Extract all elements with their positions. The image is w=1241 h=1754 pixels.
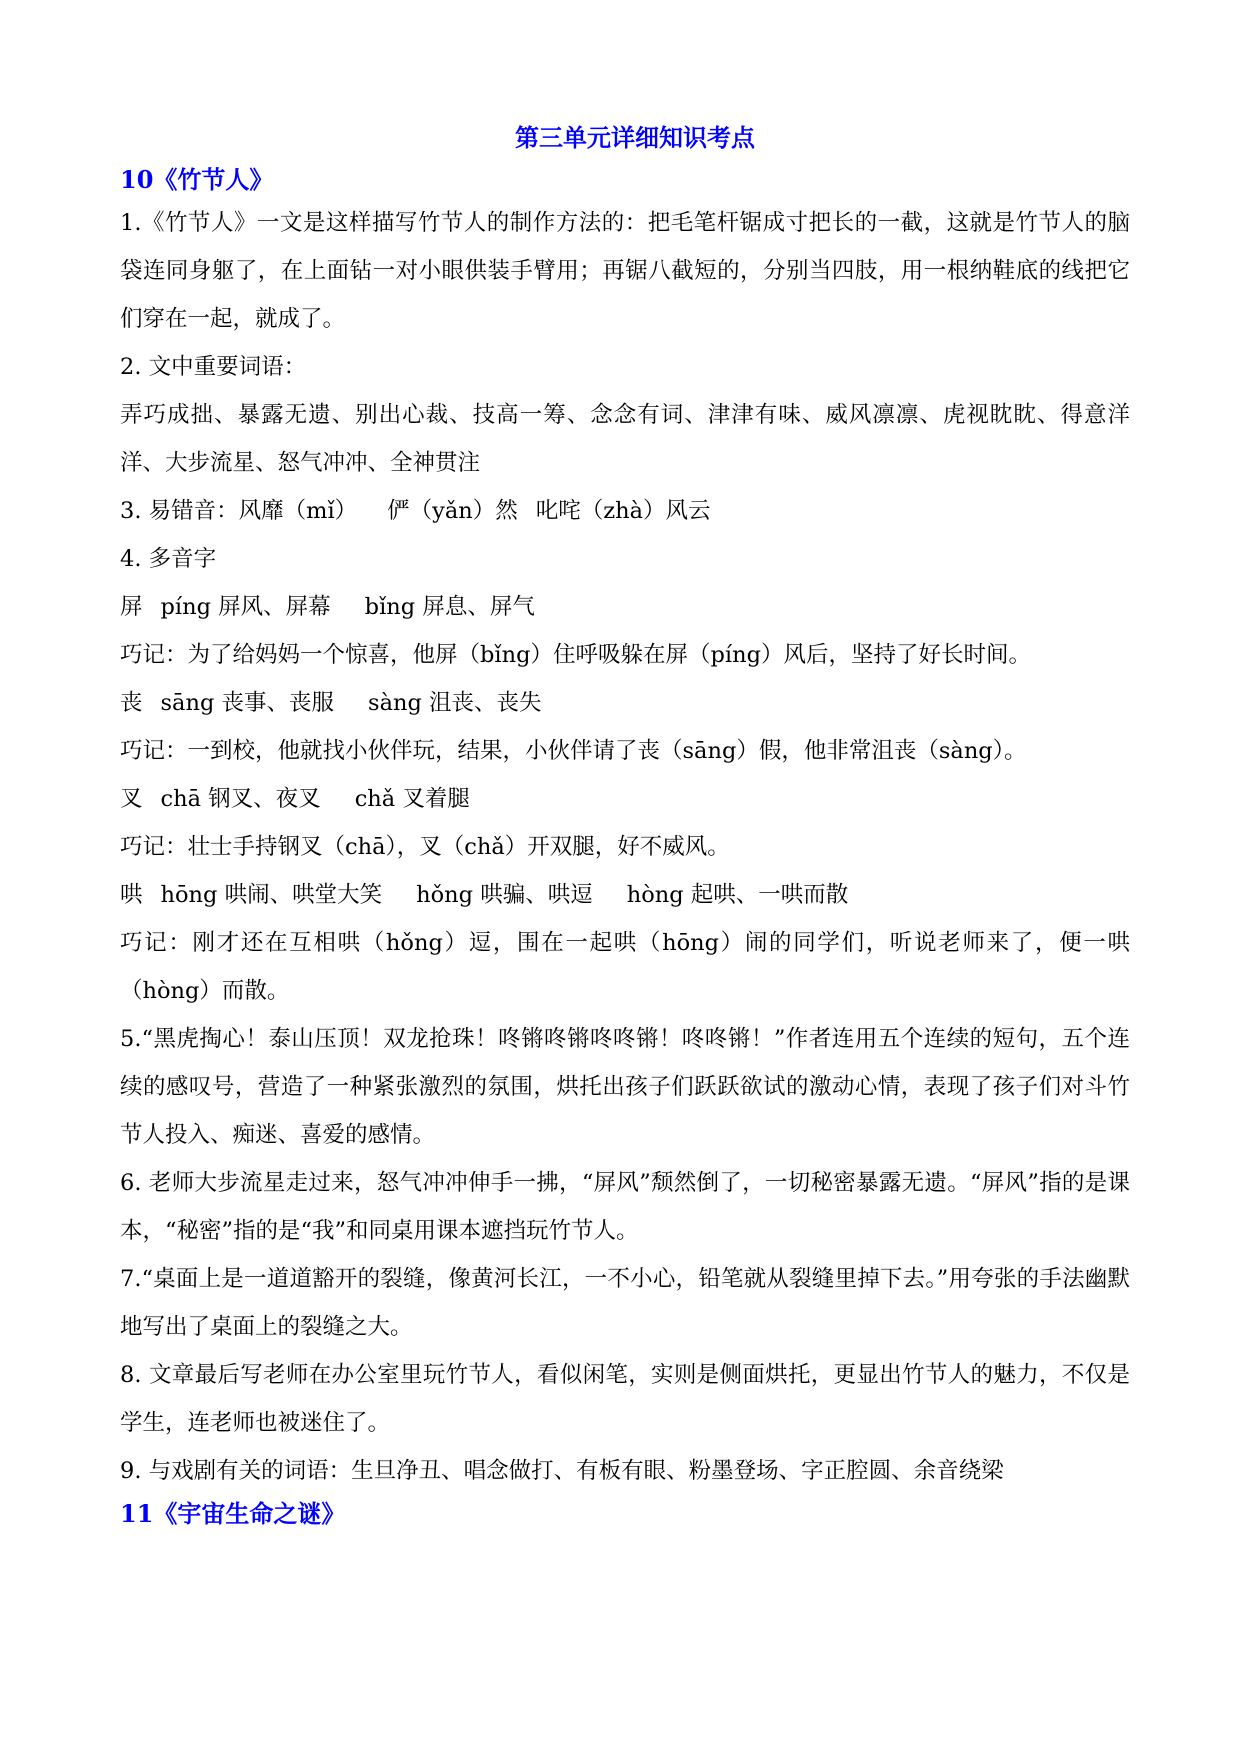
- polyphone-char-sang: 丧: [120, 690, 143, 716]
- document-page: [120, 115, 1130, 1533]
- item-2-label: 2. 文中重要词语：: [120, 354, 307, 380]
- polyphone-sang-line: [120, 679, 1130, 727]
- polyphone-ping-reading-2: bǐng 屏息、屏气: [364, 594, 535, 620]
- item-4-label: 4. 多音字: [120, 546, 217, 572]
- item-5-paragraph: 5.“黑虎掏心！泰山压顶！双龙抢珠！咚锵咚锵咚咚锵！咚咚锵！”作者连用五个连续的短句，五个连续的感叹号，营造了一种紧张激烈的氛围，烘托出孩子们跃跃欲试的激动心情，表现了孩子们对斗竹节人投入、痴迷、喜爱的感情。: [120, 1026, 1130, 1148]
- polyphone-char-ping: 屏: [120, 594, 143, 620]
- polyphone-cha-reading-1: chā 钢叉、夜叉: [160, 786, 321, 812]
- item-1-paragraph: 1.《竹节人》一文是这样描写竹节人的制作方法的：把毛笔杆锯成寸把长的一截，这就是竹节人的脑袋连同身躯了，在上面钻一对小眼供装手臂用；再锯八截短的，分别当四肢，用一根纳鞋底的线把它们穿在一起，就成了。: [120, 210, 1130, 332]
- section-heading-10: 10《竹节人》: [120, 165, 274, 194]
- polyphone-hong-line: [120, 871, 1130, 919]
- polyphone-cha-line: [120, 775, 1130, 823]
- item-6-paragraph: 6. 老师大步流星走过来，怒气冲冲伸手一拂，“屏风”颓然倒了，一切秘密暴露无遗。“屏风”指的是课本，“秘密”指的是“我”和同桌用课本遮挡玩竹节人。: [120, 1170, 1130, 1244]
- polyphone-cha-tip: 巧记：壮士手持钢叉（chā），叉（chǎ）开双腿，好不威风。: [120, 834, 730, 860]
- mispron-item-3: 叱咤（zhà）风云: [535, 498, 711, 524]
- polyphone-cha-reading-2: chǎ 叉着腿: [354, 786, 470, 812]
- item-8-paragraph: 8. 文章最后写老师在办公室里玩竹节人，看似闲笔，实则是侧面烘托，更显出竹节人的魅力，不仅是学生，连老师也被迷住了。: [120, 1362, 1130, 1436]
- polyphone-sang-reading-2: sàng 沮丧、丧失: [368, 690, 542, 716]
- polyphone-char-cha: 叉: [120, 786, 143, 812]
- polyphone-hong-reading-2: hǒng 哄骗、哄逗: [416, 882, 593, 908]
- item-9-paragraph: 9. 与戏剧有关的词语：生旦净丑、唱念做打、有板有眼、粉墨登场、字正腔圆、余音绕梁: [120, 1458, 1004, 1484]
- document-title: 第三单元详细知识考点: [515, 123, 755, 152]
- polyphone-sang-reading-1: sāng 丧事、丧服: [160, 690, 335, 716]
- section-heading-11: 11《宇宙生命之谜》: [120, 1499, 346, 1528]
- polyphone-ping-line: [120, 583, 1130, 631]
- item-2-words: 弄巧成拙、暴露无遗、别出心裁、技高一筹、念念有词、津津有味、威风凛凛、虎视眈眈、得意洋洋、大步流星、怒气冲冲、全神贯注: [120, 402, 1130, 476]
- item-3-line: [120, 487, 1130, 535]
- item-7-paragraph: 7.“桌面上是一道道豁开的裂缝，像黄河长江，一不小心，铅笔就从裂缝里掉下去。”用夸张的手法幽默地写出了桌面上的裂缝之大。: [120, 1266, 1130, 1340]
- mispron-item-1: 风靡（mǐ）: [238, 498, 358, 524]
- polyphone-ping-reading-1: píng 屏风、屏幕: [160, 594, 331, 620]
- polyphone-hong-reading-1: hōng 哄闹、哄堂大笑: [160, 882, 383, 908]
- mispron-item-2: 俨（yǎn）然: [387, 498, 518, 524]
- polyphone-char-hong: 哄: [120, 882, 143, 908]
- polyphone-hong-reading-3: hòng 起哄、一哄而散: [626, 882, 849, 908]
- item-3-label: 3. 易错音：: [120, 498, 239, 524]
- polyphone-ping-tip: 巧记：为了给妈妈一个惊喜，他屏（bǐng）住呼吸躲在屏（píng）风后，坚持了好长时间。: [120, 642, 1031, 668]
- polyphone-hong-tip: 巧记：刚才还在互相哄（hǒng）逗，围在一起哄（hōng）闹的同学们，听说老师来了，便一哄（hòng）而散。: [120, 930, 1130, 1004]
- polyphone-sang-tip: 巧记：一到校，他就找小伙伴玩，结果，小伙伴请了丧（sāng）假，他非常沮丧（sàng）。: [120, 738, 1027, 764]
